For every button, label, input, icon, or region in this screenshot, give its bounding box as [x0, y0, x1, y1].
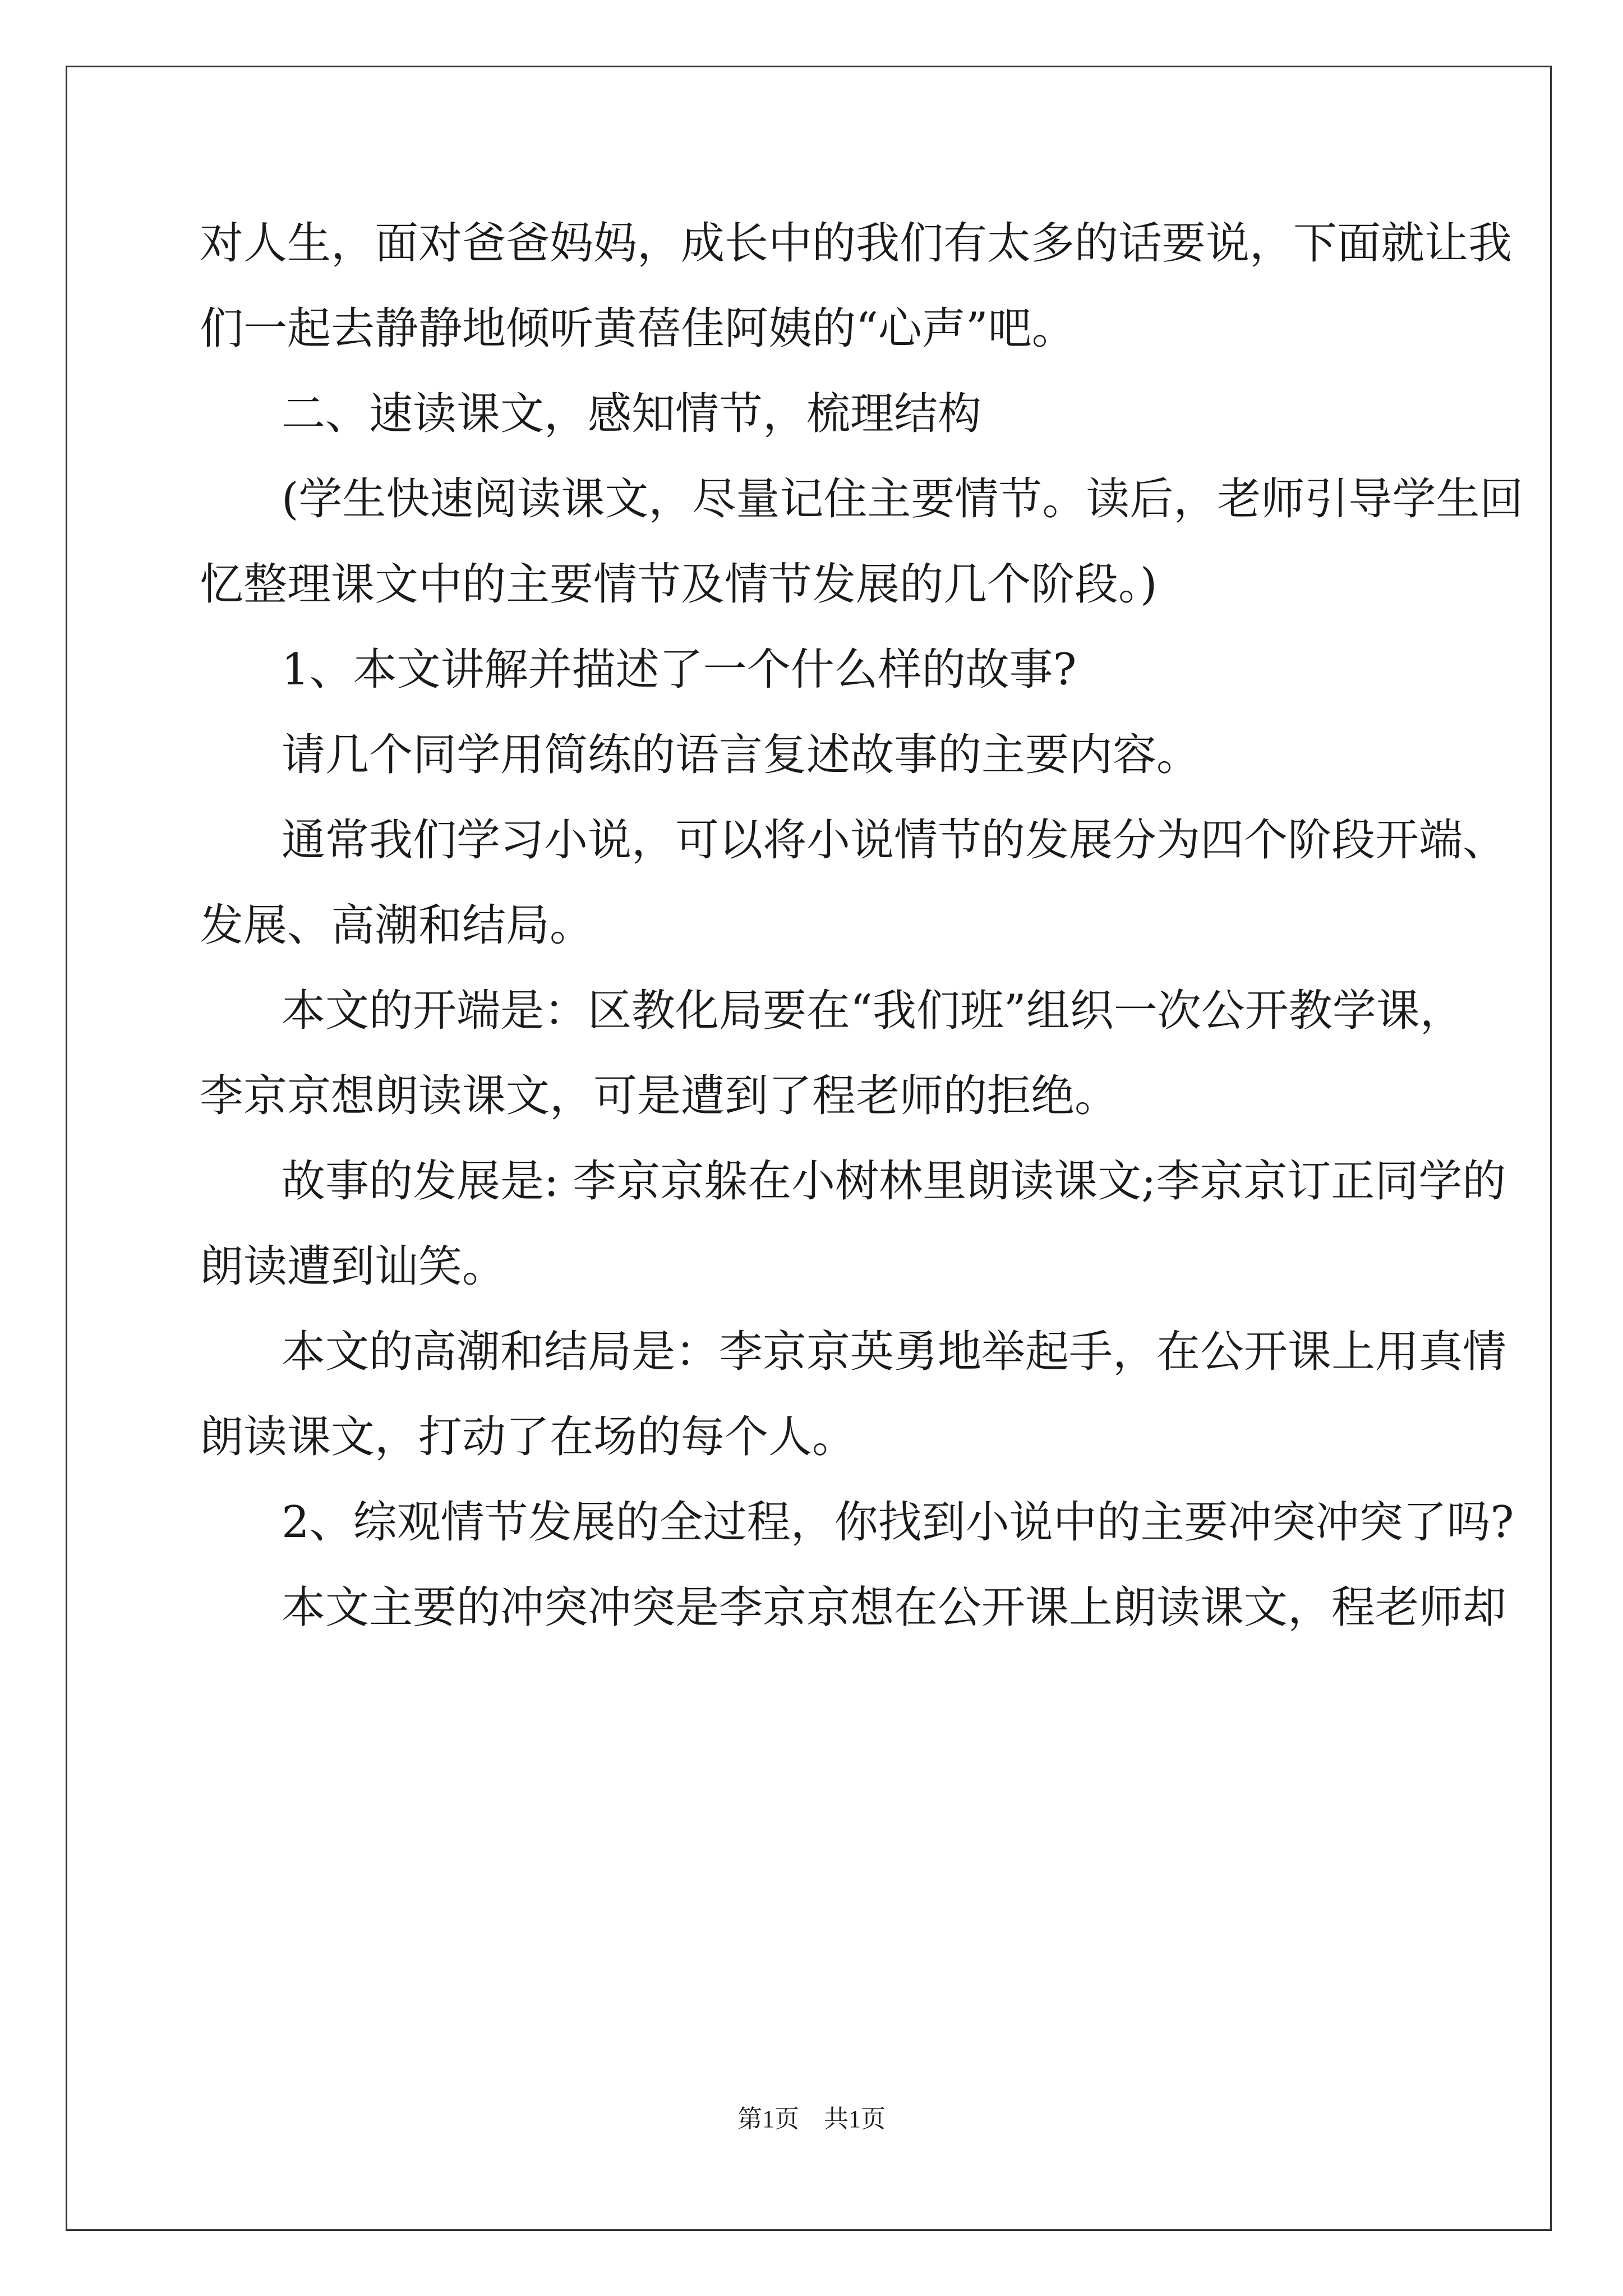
- text-line: 请几个同学用简练的语言复述故事的主要内容。: [282, 730, 1201, 780]
- text-line: 李京京想朗读课文，可是遭到了程老师的拒绝。: [200, 1071, 1119, 1121]
- text-line: 故事的发展是: 李京京躲在小树林里朗读课文;李京京订正同学的: [282, 1156, 1506, 1207]
- text-line: 朗读遭到讪笑。: [200, 1241, 506, 1292]
- text-line: 通常我们学习小说，可以将小说情节的发展分为四个阶段开端、: [282, 815, 1507, 866]
- section-heading: 二、速读课文，感知情节，梳理结构: [282, 389, 982, 439]
- question-line: 2、综观情节发展的全过程，你找到小说中的主要冲突冲突了吗?: [282, 1497, 1514, 1548]
- text-line: 对人生，面对爸爸妈妈，成长中的我们有太多的话要说，下面就让我: [200, 218, 1513, 269]
- document-body: [200, 201, 1524, 1650]
- text-line: (学生快速阅读课文，尽量记住主要情节。读后，老师引导学生回: [282, 474, 1524, 524]
- text-line: 朗读课文，打动了在场的每个人。: [200, 1412, 856, 1462]
- text-line: 本文的高潮和结局是：李京京英勇地举起手，在公开课上用真情: [282, 1327, 1507, 1377]
- page-number: 第1页: [737, 2105, 799, 2133]
- text-line: 们一起去静静地倾听黄蓓佳阿姨的“心声”吧。: [200, 303, 1076, 354]
- text-line: 忆整理课文中的主要情节及情节发展的几个阶段。): [200, 559, 1158, 610]
- text-line: 本文主要的冲突冲突是李京京想在公开课上朗读课文，程老师却: [282, 1582, 1507, 1633]
- page-footer: [0, 2102, 1623, 2136]
- page-total: 共1页: [824, 2105, 886, 2133]
- question-line: 1、本文讲解并描述了一个什么样的故事?: [282, 645, 1077, 695]
- text-line: 本文的开端是：区教化局要在“我们班”组织一次公开教学课，: [282, 986, 1464, 1036]
- text-line: 发展、高潮和结局。: [200, 900, 594, 951]
